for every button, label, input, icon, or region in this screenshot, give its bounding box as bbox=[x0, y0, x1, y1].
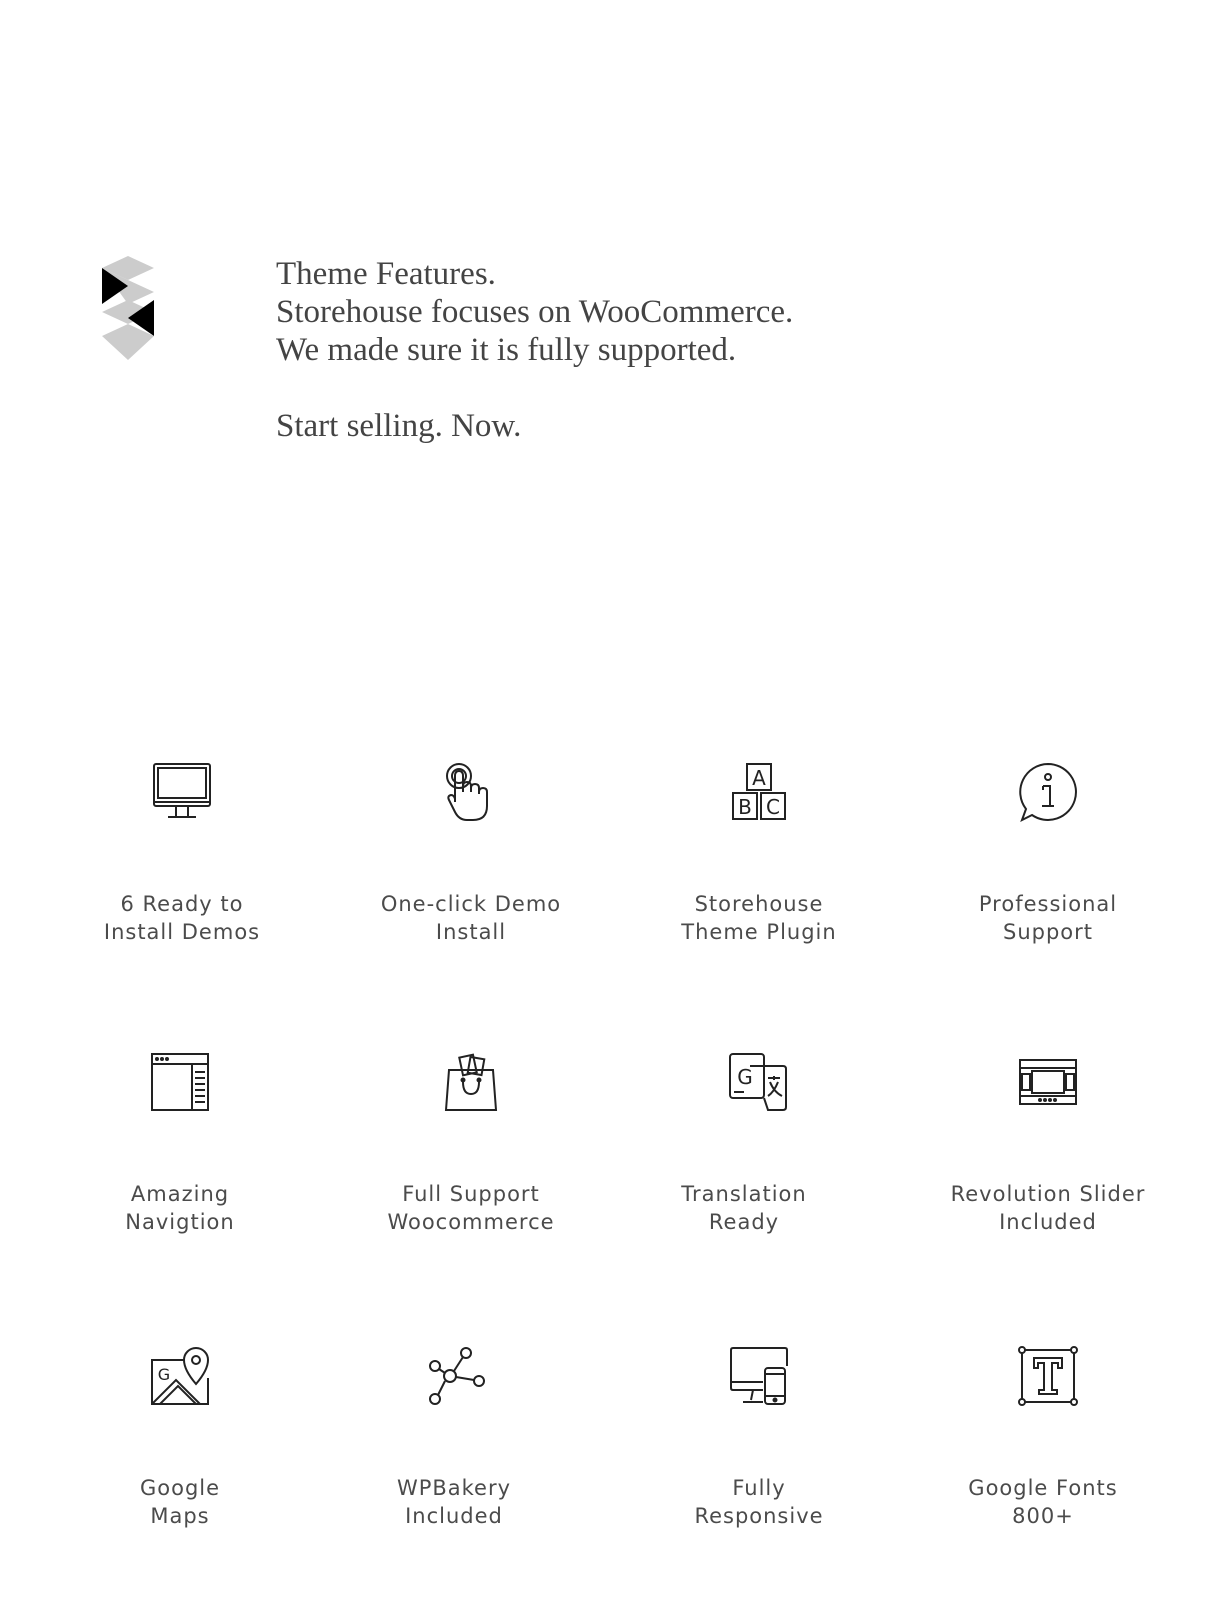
feature-label-line-2: Navigtion bbox=[125, 1210, 235, 1234]
feature-label bbox=[624, 1180, 864, 1236]
feature-label-line-1: Full Support bbox=[402, 1182, 540, 1206]
feature-label bbox=[928, 1180, 1168, 1236]
feature-label bbox=[928, 890, 1168, 946]
font-t-icon bbox=[1018, 1346, 1078, 1406]
intro-text bbox=[276, 255, 793, 445]
storehouse-logo-icon bbox=[96, 256, 160, 360]
feature-label-line-1: Revolution Slider bbox=[950, 1182, 1146, 1206]
slider-icon bbox=[1018, 1052, 1078, 1112]
intro-line-1: Theme Features. bbox=[276, 256, 496, 292]
svg-text:B: B bbox=[738, 795, 752, 819]
svg-text:A: A bbox=[752, 766, 766, 790]
feature-label-line-1: Translation bbox=[681, 1182, 807, 1206]
svg-text:C: C bbox=[766, 795, 780, 819]
navigation-window-icon bbox=[150, 1052, 210, 1112]
monitor-icon bbox=[152, 762, 212, 822]
feature-label-line-2: Included bbox=[999, 1210, 1097, 1234]
svg-text:G: G bbox=[157, 1365, 171, 1384]
feature-label-line-1: 6 Ready to bbox=[120, 892, 244, 916]
feature-label bbox=[639, 890, 879, 946]
feature-label-line-2: Responsive bbox=[694, 1504, 824, 1528]
responsive-devices-icon bbox=[729, 1346, 789, 1406]
intro-line-3: We made sure it is fully supported. bbox=[276, 332, 737, 368]
feature-label bbox=[60, 1474, 300, 1530]
feature-label-line-2: Included bbox=[405, 1504, 503, 1528]
feature-label-line-1: Professional bbox=[978, 892, 1118, 916]
feature-label bbox=[334, 1474, 574, 1530]
feature-label-line-2: Support bbox=[1002, 920, 1093, 944]
shopping-bag-icon bbox=[441, 1052, 501, 1112]
share-nodes-icon bbox=[426, 1346, 486, 1406]
feature-label-line-2: 800+ bbox=[1012, 1504, 1074, 1528]
intro-tagline: Start selling. Now. bbox=[276, 408, 522, 444]
feature-label bbox=[60, 1180, 300, 1236]
touch-hand-icon bbox=[441, 762, 501, 822]
svg-text:G: G bbox=[737, 1065, 753, 1089]
feature-label-line-1: Fully bbox=[732, 1476, 786, 1500]
feature-label-line-2: Install Demos bbox=[103, 920, 261, 944]
feature-label bbox=[62, 890, 302, 946]
intro-line-2: Storehouse focuses on WooCommerce. bbox=[276, 294, 794, 330]
abc-blocks-icon bbox=[729, 762, 789, 822]
feature-label-line-1: Google bbox=[139, 1476, 221, 1500]
feature-label-line-1: One-click Demo bbox=[380, 892, 562, 916]
feature-label-line-2: Ready bbox=[708, 1210, 780, 1234]
map-pin-icon bbox=[150, 1346, 210, 1406]
feature-label-line-2: Woocommerce bbox=[387, 1210, 555, 1234]
info-bubble-icon bbox=[1018, 762, 1078, 822]
feature-label-line-1: Storehouse bbox=[694, 892, 824, 916]
feature-label-line-1: Amazing bbox=[130, 1182, 230, 1206]
feature-label bbox=[923, 1474, 1163, 1530]
feature-label-line-2: Theme Plugin bbox=[681, 920, 837, 944]
feature-label bbox=[351, 1180, 591, 1236]
feature-label-line-2: Install bbox=[435, 920, 507, 944]
feature-label-line-1: Google Fonts bbox=[968, 1476, 1118, 1500]
feature-label bbox=[639, 1474, 879, 1530]
translate-icon bbox=[728, 1052, 788, 1112]
feature-label-line-1: WPBakery bbox=[396, 1476, 512, 1500]
feature-label-line-2: Maps bbox=[150, 1504, 210, 1528]
feature-label bbox=[351, 890, 591, 946]
